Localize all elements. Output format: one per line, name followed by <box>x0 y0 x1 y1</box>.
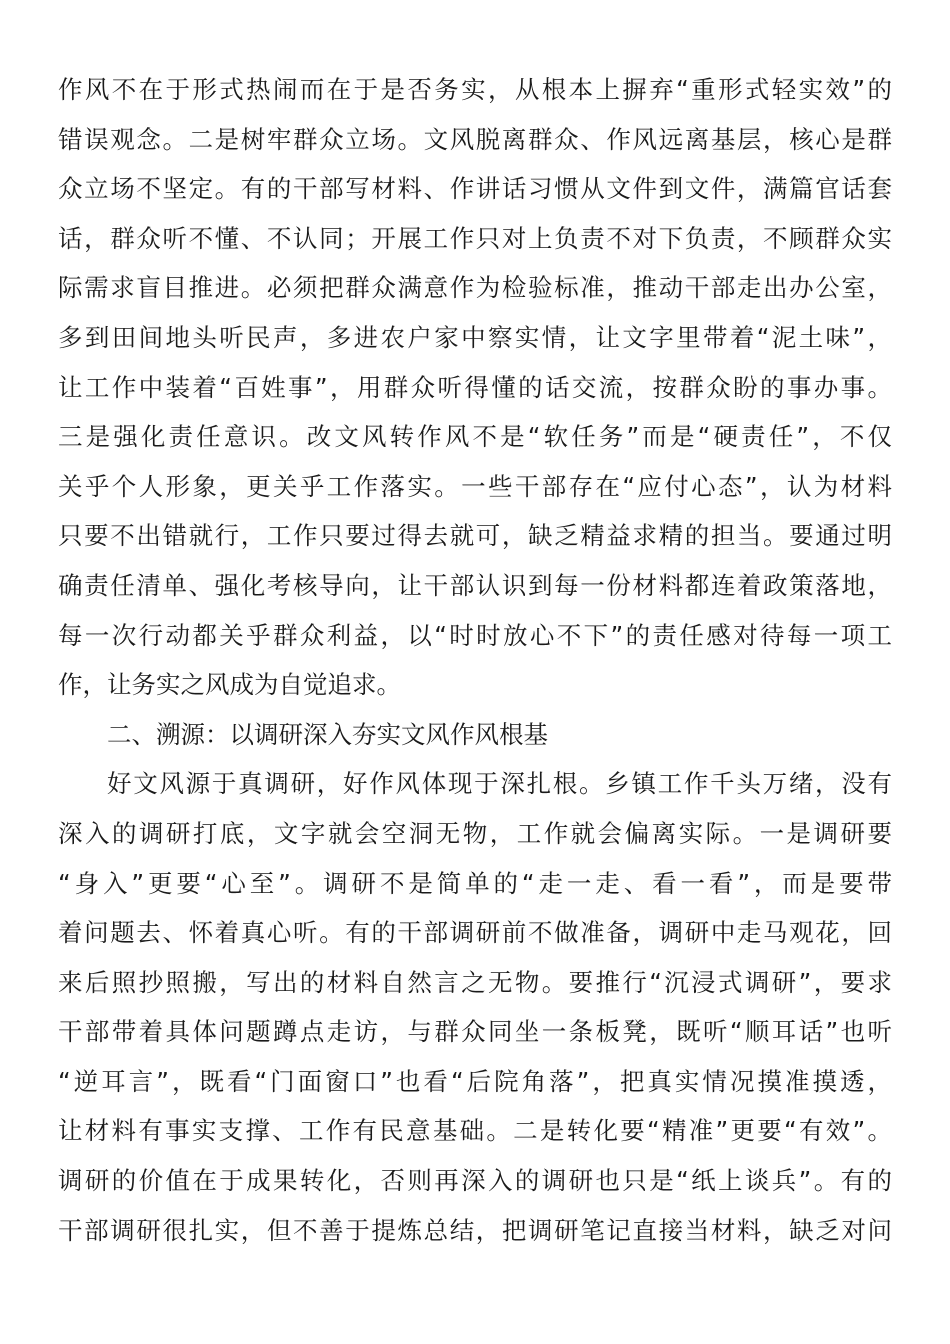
text-line: 错误观念。二是树牢群众立场。文风脱离群众、作风远离基层，核心是群 <box>58 124 892 154</box>
text-line: 让工作中装着“百姓事”，用群众听得懂的话交流，按群众盼的事办事。 <box>58 372 892 402</box>
text-line: 深入的调研打底，文字就会空洞无物，工作就会偏离实际。一是调研要 <box>58 818 892 848</box>
text-line: 确责任清单、强化考核导向，让干部认识到每一份材料都连着政策落地， <box>58 570 892 600</box>
text-line: 调研的价值在于成果转化，否则再深入的调研也只是“纸上谈兵”。有的 <box>58 1166 892 1196</box>
section-heading: 二、溯源：以调研深入夯实文风作风根基 <box>107 719 548 749</box>
text-line: 际需求盲目推进。必须把群众满意作为检验标准，推动干部走出办公室， <box>58 273 892 303</box>
text-line: 作，让务实之风成为自觉追求。 <box>58 670 401 700</box>
text-line: 作风不在于形式热闹而在于是否务实，从根本上摒弃“重形式轻实效”的 <box>58 75 892 104</box>
text-line: 干部调研很扎实，但不善于提炼总结，把调研笔记直接当材料，缺乏对问 <box>58 1215 892 1245</box>
text-line: 多到田间地头听民声，多进农户家中察实情，让文字里带着“泥土味”， <box>58 322 892 352</box>
text-line: 每一次行动都关乎群众利益，以“时时放心不下”的责任感对待每一项工 <box>58 620 892 650</box>
text-line: 只要不出错就行，工作只要过得去就可，缺乏精益求精的担当。要通过明 <box>58 521 892 551</box>
text-line: 好文风源于真调研，好作风体现于深扎根。乡镇工作千头万绪，没有 <box>107 769 892 799</box>
text-line: 让材料有事实支撑、工作有民意基础。二是转化要“精准”更要“有效”。 <box>58 1116 892 1146</box>
text-line: 关乎个人形象，更关乎工作落实。一些干部存在“应付心态”，认为材料 <box>58 471 892 501</box>
text-line: 话，群众听不懂、不认同；开展工作只对上负责不对下负责，不顾群众实 <box>58 223 892 253</box>
text-line: 干部带着具体问题蹲点走访，与群众同坐一条板凳，既听“顺耳话”也听 <box>58 1017 892 1047</box>
text-line: “逆耳言”，既看“门面窗口”也看“后院角落”，把真实情况摸准摸透， <box>58 1066 892 1096</box>
text-line: “身入”更要“心至”。调研不是简单的“走一走、看一看”，而是要带 <box>58 868 892 898</box>
text-line: 众立场不坚定。有的干部写材料、作讲话习惯从文件到文件，满篇官话套 <box>58 174 892 204</box>
text-line: 来后照抄照搬，写出的材料自然言之无物。要推行“沉浸式调研”，要求 <box>58 967 892 997</box>
text-line: 三是强化责任意识。改文风转作风不是“软任务”而是“硬责任”，不仅 <box>58 422 892 452</box>
body-text <box>58 65 892 1255</box>
text-line: 着问题去、怀着真心听。有的干部调研前不做准备，调研中走马观花，回 <box>58 918 892 948</box>
